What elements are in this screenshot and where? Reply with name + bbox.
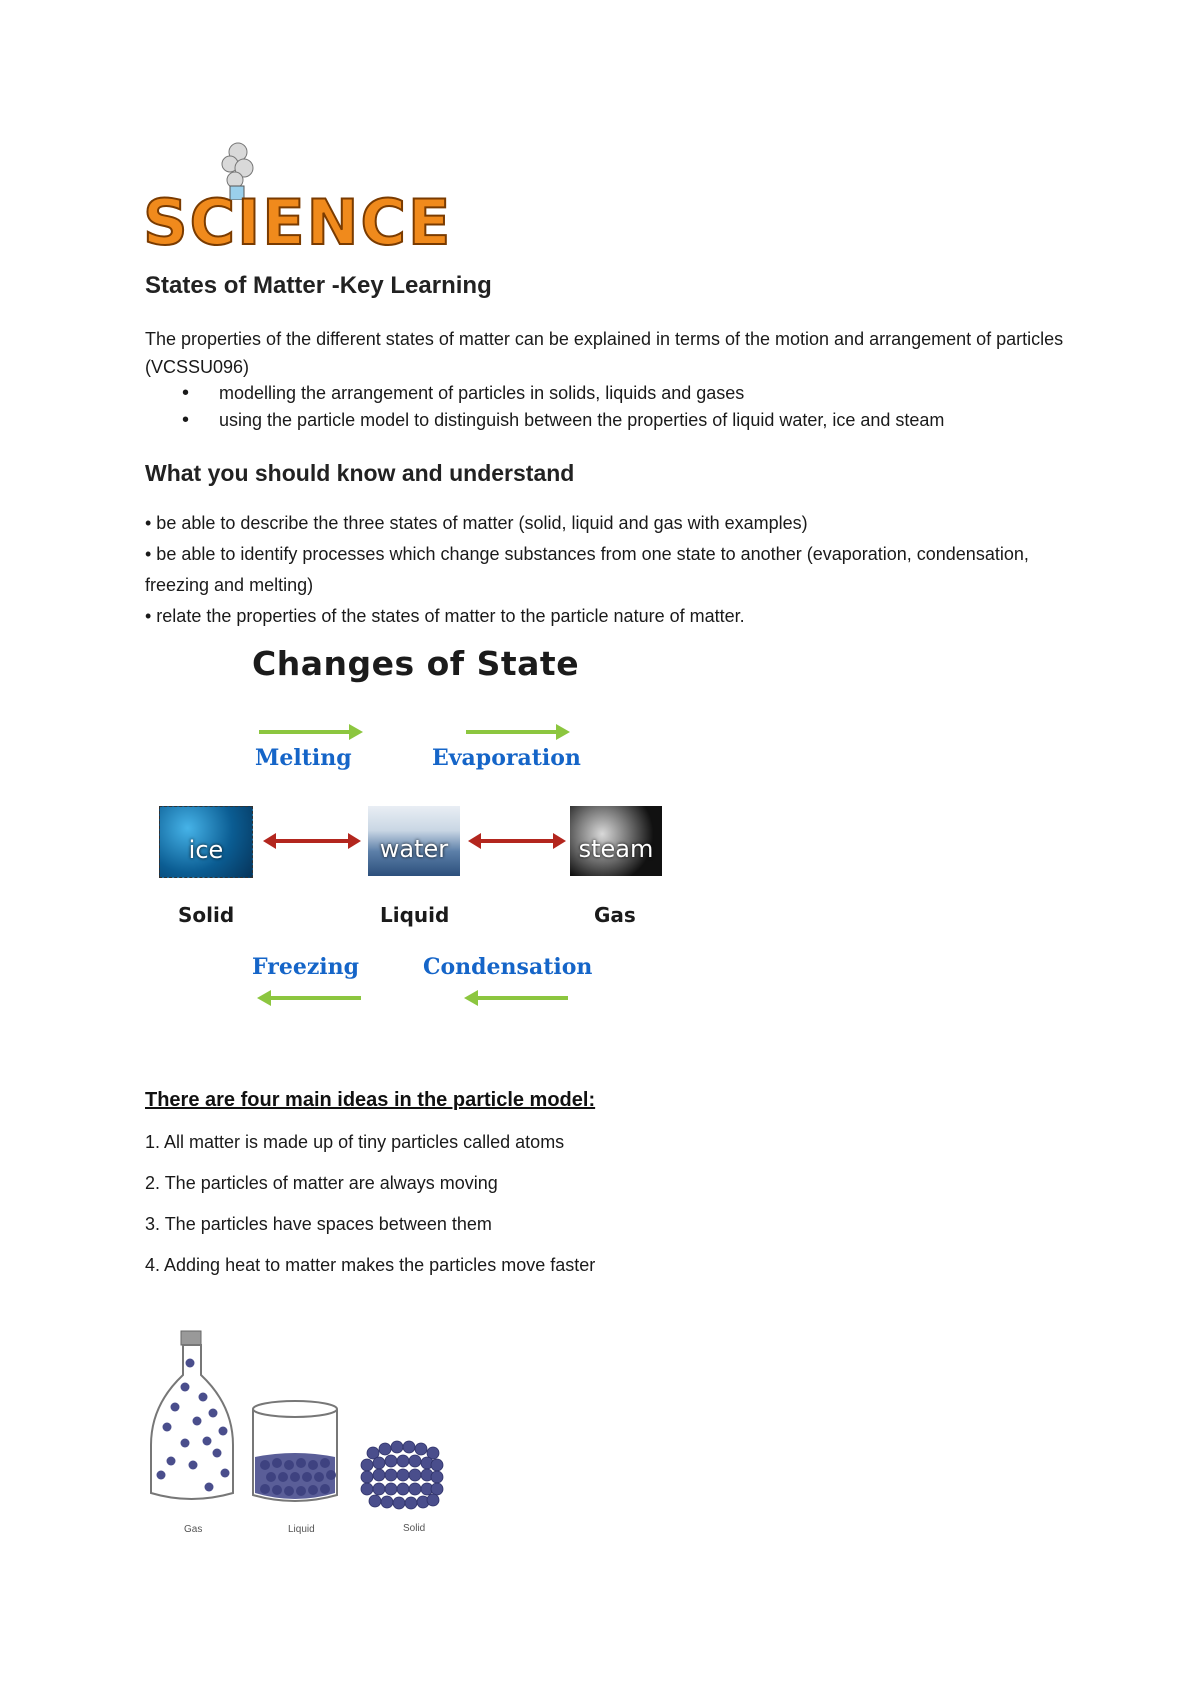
know-item: • be able to describe the three states of matter (solid, liquid and gas with examples) <box>145 513 808 533</box>
gas-vessel-label: Gas <box>184 1524 203 1535</box>
particle-vessels-illustration <box>145 1325 485 1545</box>
freezing-label: Freezing <box>252 954 360 980</box>
know-item: • relate the properties of the states of matter to the particle nature of matter. <box>145 606 745 626</box>
idea-item: 3. The particles have spaces between them <box>145 1214 492 1234</box>
section-heading: What you should know and understand <box>145 460 575 486</box>
intro-bullet-list <box>182 380 944 434</box>
solid-cube <box>361 1441 443 1509</box>
page-title: States of Matter -Key Learning <box>145 272 492 299</box>
right-arrow-icon <box>255 722 365 742</box>
ice-image <box>159 806 253 878</box>
intro-paragraph: The properties of the different states of matter can be explained in terms of the motion and arrangement of particles (VCSSU096) <box>145 329 1064 377</box>
steam-image-caption: steam <box>578 835 654 863</box>
ice-image-caption: ice <box>188 836 224 864</box>
know-item: • be able to identify processes which change substances from one state to another (evaporation, condensation, freezing and melting) <box>145 544 1029 595</box>
intro-bullet: • modelling the arrangement of particles in solids, liquids and gases <box>182 380 944 407</box>
double-arrow-icon <box>262 830 362 852</box>
gas-bottle <box>151 1331 233 1499</box>
melting-label: Melting <box>255 745 352 771</box>
diagram-title: Changes of State <box>252 644 580 683</box>
double-arrow-icon <box>467 830 567 852</box>
liquid-label: Liquid <box>380 903 450 927</box>
liquid-vessel-label: Liquid <box>288 1524 315 1535</box>
left-arrow-icon <box>255 988 365 1008</box>
steam-image <box>570 806 662 876</box>
idea-item: 4. Adding heat to matter makes the particles move faster <box>145 1255 596 1275</box>
liquid-beaker <box>253 1401 337 1501</box>
gas-label: Gas <box>594 903 636 927</box>
particle-ideas-list <box>145 1131 595 1295</box>
left-arrow-icon <box>462 988 572 1008</box>
evaporation-label: Evaporation <box>432 745 581 771</box>
intro-bullet: • using the particle model to distinguish between the properties of liquid water, ice and steam <box>182 407 944 434</box>
water-image <box>368 806 460 876</box>
science-logo <box>143 140 453 259</box>
right-arrow-icon <box>462 722 572 742</box>
idea-item: 1. All matter is made up of tiny particles called atoms <box>145 1132 565 1152</box>
particle-model-heading: There are four main ideas in the particle model: <box>145 1089 596 1111</box>
solid-vessel-label: Solid <box>403 1523 426 1534</box>
idea-item: 2. The particles of matter are always moving <box>145 1173 498 1193</box>
logo-text: SCIENCE <box>143 186 453 259</box>
water-image-caption: water <box>379 835 449 863</box>
condensation-label: Condensation <box>423 954 593 980</box>
solid-label: Solid <box>178 903 235 927</box>
know-list <box>145 508 1075 632</box>
